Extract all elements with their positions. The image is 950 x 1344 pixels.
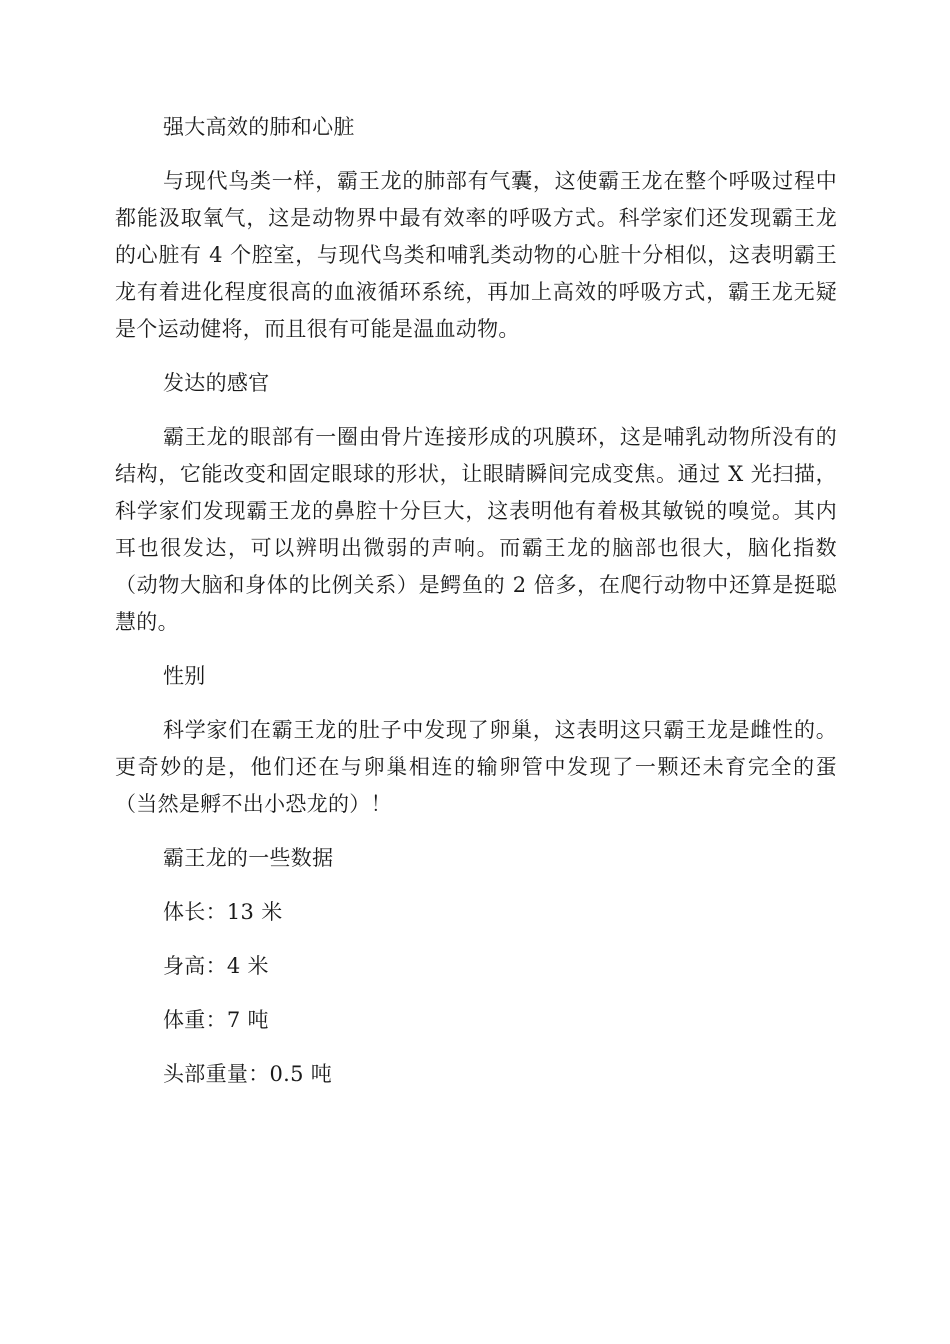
document-page xyxy=(115,109,837,1093)
section-heading-lungs-heart: 强大高效的肺和心脏 xyxy=(163,115,355,139)
data-section-heading: 霸王龙的一些数据 xyxy=(163,846,334,870)
section-body-sex: 科学家们在霸王龙的肚子中发现了卵巢，这表明这只霸王龙是雌性的。更奇妙的是，他们还在与卵巢相连的输卵管中发现了一颗还未育完全的蛋（当然是孵不出小恐龙的）！ xyxy=(115,718,837,816)
section-heading-sex: 性别 xyxy=(163,664,206,688)
section-body-senses: 霸王龙的眼部有一圈由骨片连接形成的巩膜环，这是哺乳动物所没有的结构，它能改变和固定眼球的形状，让眼睛瞬间完成变焦。通过 X 光扫描，科学家们发现霸王龙的鼻腔十分巨大，这表明他有着极其敏锐的嗅觉。其内耳也很发达，可以辨明出微弱的声响。而霸王龙的脑部也很大，脑化指数（动物大脑和身体的比例关系）是鳄鱼的 2 倍多，在爬行动物中还算是挺聪慧的。 xyxy=(115,425,837,634)
data-line-weight: 体重：7 吨 xyxy=(163,1008,269,1032)
data-line-head-weight: 头部重量：0.5 吨 xyxy=(163,1062,333,1086)
section-heading-senses: 发达的感官 xyxy=(163,371,270,395)
data-line-height: 身高：4 米 xyxy=(163,954,269,978)
data-line-length: 体长：13 米 xyxy=(163,900,283,924)
section-body-lungs-heart: 与现代鸟类一样，霸王龙的肺部有气囊，这使霸王龙在整个呼吸过程中都能汲取氧气，这是动物界中最有效率的呼吸方式。科学家们还发现霸王龙的心脏有 4 个腔室，与现代鸟类和哺乳类动物的心脏十分相似，这表明霸王龙有着进化程度很高的血液循环系统，再加上高效的呼吸方式，霸王龙无疑是个运动健将，而且很有可能是温血动物。 xyxy=(115,169,837,341)
